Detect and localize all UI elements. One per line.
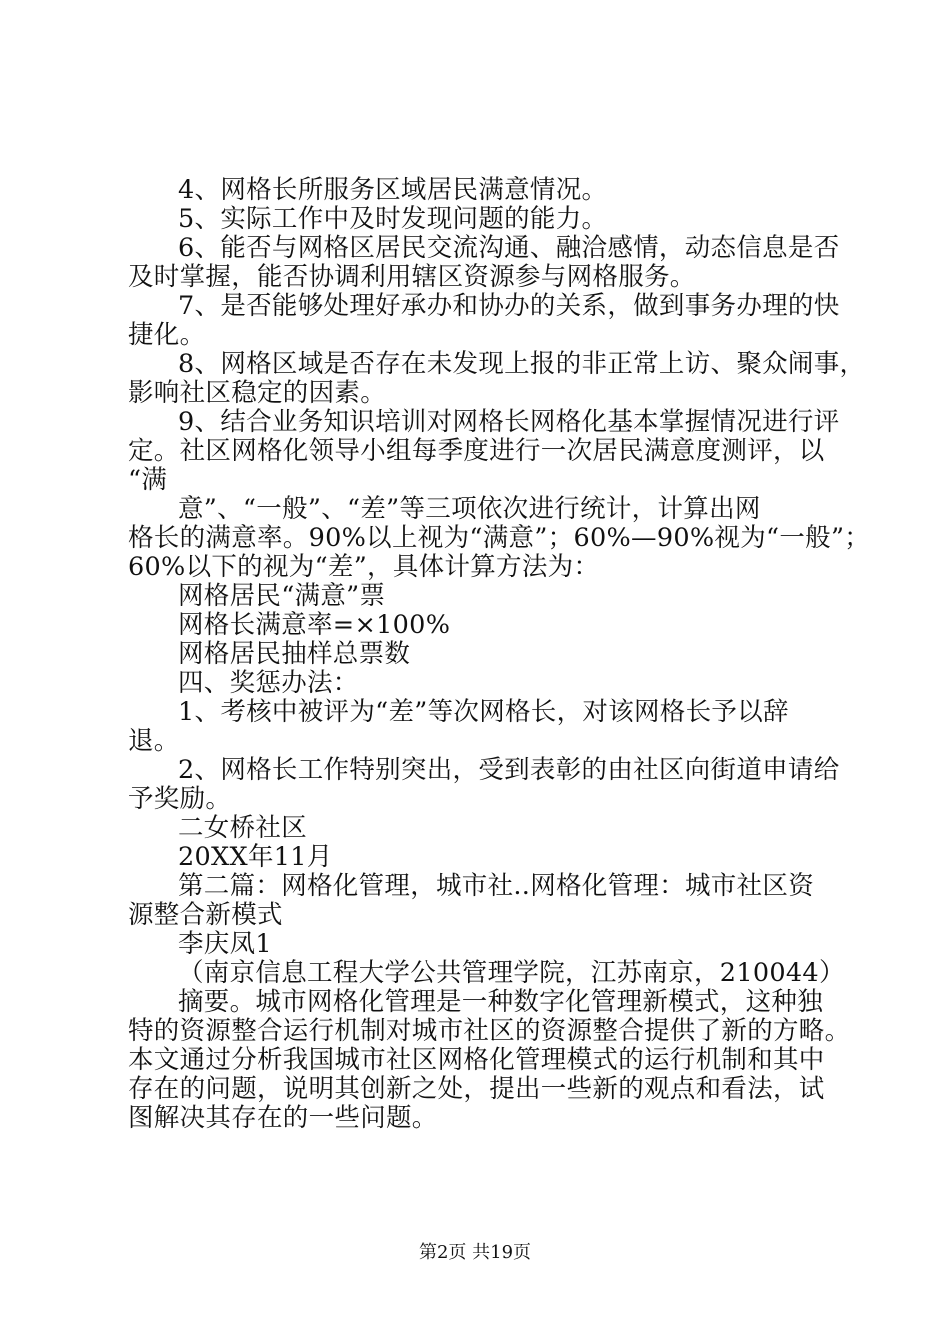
text-line: 2、网格长工作特别突出，受到表彰的由社区向街道申请给 xyxy=(178,755,840,785)
text-line: （南京信息工程大学公共管理学院，江苏南京，210044） xyxy=(178,958,845,988)
text-line: 四、奖惩办法： xyxy=(178,668,359,698)
text-line: 图解决其存在的一些问题。 xyxy=(128,1103,438,1133)
text-line: 60%以下的视为“差”，具体计算方法为： xyxy=(128,552,600,582)
text-line: 网格居民“满意”票 xyxy=(178,581,386,611)
text-line: 格长的满意率。90%以上视为“满意”；60%—90%视为“一般”； xyxy=(128,523,871,553)
text-line: 网格长满意率=×100% xyxy=(178,610,451,640)
text-line: 5、实际工作中及时发现问题的能力。 xyxy=(178,204,608,234)
text-line: 予奖励。 xyxy=(128,784,232,814)
text-line: 定。社区网格化领导小组每季度进行一次居民满意度测评，以 xyxy=(128,436,825,466)
text-line: 20XX年11月 xyxy=(178,842,333,872)
document-body xyxy=(128,175,871,1133)
text-line: 源整合新模式 xyxy=(128,900,283,930)
text-line: 7、是否能够处理好承办和协办的关系，做到事务办理的快 xyxy=(178,291,840,321)
text-line: 存在的问题，说明其创新之处，提出一些新的观点和看法，试 xyxy=(128,1074,825,1104)
text-line: 4、网格长所服务区域居民满意情况。 xyxy=(178,175,608,205)
text-line: 及时掌握，能否协调利用辖区资源参与网格服务。 xyxy=(128,262,696,292)
text-line: 摘要。城市网格化管理是一种数字化管理新模式，这种独 xyxy=(178,987,824,1017)
text-line: 影响社区稳定的因素。 xyxy=(128,378,387,408)
text-line: 6、能否与网格区居民交流沟通、融洽感情，动态信息是否 xyxy=(178,233,840,263)
text-line: 1、考核中被评为“差”等次网格长，对该网格长予以辞 xyxy=(178,697,789,727)
text-line: 李庆凤1 xyxy=(178,929,272,959)
text-line: 第二篇：网格化管理，城市社..网格化管理：城市社区资 xyxy=(178,871,815,901)
text-line: 意”、“一般”、“差”等三项依次进行统计，计算出网 xyxy=(178,494,761,524)
page-number-footer: 第2页 共19页 xyxy=(418,1242,532,1263)
text-line: 退。 xyxy=(128,726,180,756)
text-line: 9、结合业务知识培训对网格长网格化基本掌握情况进行评 xyxy=(178,407,840,437)
text-line: 8、网格区域是否存在未发现上报的非正常上访、聚众闹事， xyxy=(178,349,866,379)
text-line: 捷化。 xyxy=(128,320,206,350)
text-line: 本文通过分析我国城市社区网格化管理模式的运行机制和其中 xyxy=(128,1045,825,1075)
text-line: 网格居民抽样总票数 xyxy=(178,639,411,669)
text-line: 特的资源整合运行机制对城市社区的资源整合提供了新的方略。 xyxy=(128,1016,851,1046)
text-line: “满 xyxy=(128,465,168,495)
text-line: 二女桥社区 xyxy=(178,813,308,843)
